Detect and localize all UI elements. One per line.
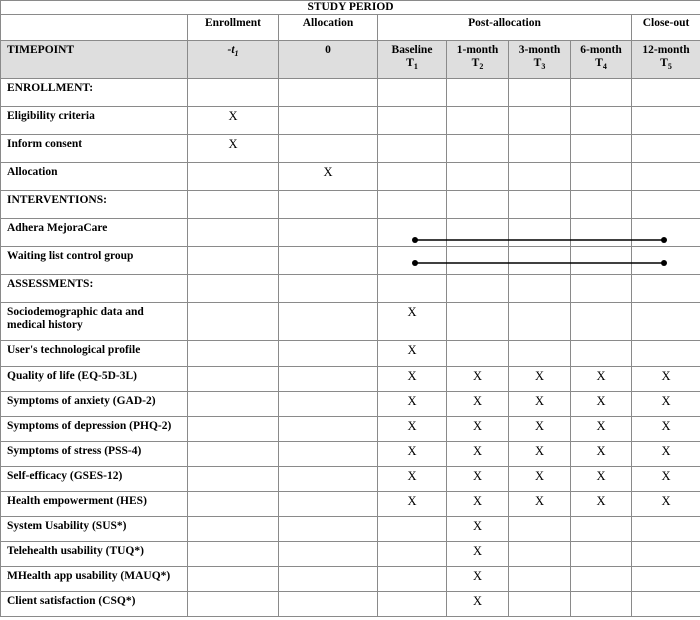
timepoint-t2 (447, 41, 509, 79)
t5-code: T (660, 57, 668, 69)
table-row (1, 492, 700, 517)
row-label: Inform consent (1, 135, 188, 163)
mark-cell: X (188, 107, 279, 135)
t5-subscript: 5 (667, 62, 672, 71)
mark-cell: X (509, 417, 571, 442)
timepoint-enrollment (188, 41, 279, 79)
t5-name: 12-month (642, 44, 690, 56)
table-row (1, 367, 700, 392)
row-label: Telehealth usability (TUQ*) (1, 542, 188, 567)
row-label: Client satisfaction (CSQ*) (1, 592, 188, 617)
timepoint-label: TIMEPOINT (1, 41, 188, 79)
t3-name: 3-month (518, 44, 561, 56)
t4-code: T (595, 57, 603, 69)
timepoint-enrollment-subscript: 1 (234, 49, 239, 58)
row-label: System Usability (SUS*) (1, 517, 188, 542)
section-enrollment: ENROLLMENT: (1, 79, 188, 107)
row-label: User's technological profile (1, 341, 188, 367)
mark-cell: X (378, 442, 447, 467)
mark-cell: X (378, 303, 447, 341)
row-label: Self-efficacy (GSES-12) (1, 467, 188, 492)
timepoint-t1 (378, 41, 447, 79)
mark-cell: X (571, 467, 632, 492)
row-label-line1: Sociodemographic data and (7, 306, 144, 318)
table-row (1, 542, 700, 567)
row-label: Adhera MejoraCare (1, 219, 188, 247)
mark-cell: X (447, 517, 509, 542)
table-row (1, 135, 700, 163)
row-label: Eligibility criteria (1, 107, 188, 135)
mark-cell: X (447, 592, 509, 617)
row-label: Symptoms of depression (PHQ-2) (1, 417, 188, 442)
row-label (1, 303, 188, 341)
mark-cell: X (632, 417, 700, 442)
row-label-line2: medical history (7, 319, 83, 331)
mark-cell: X (279, 163, 378, 191)
mark-cell: X (632, 392, 700, 417)
empty-phase-cell (1, 15, 188, 41)
mark-cell: X (447, 417, 509, 442)
phase-enrollment: Enrollment (188, 15, 279, 41)
mark-cell: X (447, 567, 509, 592)
table-row (1, 567, 700, 592)
row-label: Health empowerment (HES) (1, 492, 188, 517)
table-row (1, 275, 700, 303)
mark-cell: X (571, 417, 632, 442)
t4-name: 6-month (580, 44, 622, 56)
timepoint-t5 (632, 41, 700, 79)
mark-cell: X (447, 392, 509, 417)
row-label: Allocation (1, 163, 188, 191)
phase-post-allocation: Post-allocation (378, 15, 632, 41)
mark-cell: X (632, 442, 700, 467)
table-row (1, 392, 700, 417)
timepoint-enrollment-text: -t (227, 44, 235, 56)
table-row (1, 107, 700, 135)
mark-cell: X (632, 467, 700, 492)
table-row (1, 191, 700, 219)
mark-cell: X (447, 492, 509, 517)
phase-close-out: Close-out (632, 15, 700, 41)
mark-cell: X (509, 392, 571, 417)
timepoint-t4 (571, 41, 632, 79)
mark-cell: X (632, 367, 700, 392)
mark-cell: X (632, 492, 700, 517)
row-label: Waiting list control group (1, 247, 188, 275)
row-label: MHealth app usability (MAUQ*) (1, 567, 188, 592)
mark-cell: X (378, 417, 447, 442)
t2-code: T (471, 57, 480, 69)
t1-code: T (406, 57, 414, 69)
section-interventions: INTERVENTIONS: (1, 191, 188, 219)
t1-name: Baseline (391, 44, 433, 56)
table-row (1, 341, 700, 367)
timepoint-t3 (509, 41, 571, 79)
table-row (1, 417, 700, 442)
mark-cell: X (378, 492, 447, 517)
table-row (1, 219, 700, 247)
mark-cell: X (571, 392, 632, 417)
mark-cell: X (378, 467, 447, 492)
t3-subscript: 3 (541, 62, 546, 71)
table-row (1, 592, 700, 617)
mark-cell: X (188, 135, 279, 163)
mark-cell: X (571, 442, 632, 467)
t2-subscript: 2 (479, 62, 484, 71)
timepoint-allocation: 0 (279, 41, 378, 79)
mark-cell: X (378, 341, 447, 367)
mark-cell: X (509, 442, 571, 467)
t4-subscript: 4 (602, 62, 607, 71)
table-row (1, 303, 700, 341)
section-assessments: ASSESSMENTS: (1, 275, 188, 303)
mark-cell: X (447, 442, 509, 467)
mark-cell: X (447, 542, 509, 567)
mark-cell: X (509, 492, 571, 517)
t1-subscript: 1 (413, 62, 418, 71)
row-label: Quality of life (EQ-5D-3L) (1, 367, 188, 392)
t2-name: 1-month (456, 44, 499, 56)
study-period-header: STUDY PERIOD (1, 1, 700, 15)
table-row (1, 467, 700, 492)
phase-allocation: Allocation (279, 15, 378, 41)
table-row (1, 247, 700, 275)
row-label: Symptoms of stress (PSS-4) (1, 442, 188, 467)
table-row (1, 163, 700, 191)
mark-cell: X (509, 367, 571, 392)
mark-cell: X (509, 467, 571, 492)
table-row (1, 79, 700, 107)
mark-cell: X (571, 492, 632, 517)
row-label: Symptoms of anxiety (GAD-2) (1, 392, 188, 417)
mark-cell: X (378, 367, 447, 392)
mark-cell: X (447, 467, 509, 492)
table-row (1, 517, 700, 542)
table-row (1, 442, 700, 467)
mark-cell: X (378, 392, 447, 417)
t3-code: T (533, 57, 542, 69)
mark-cell: X (571, 367, 632, 392)
mark-cell: X (447, 367, 509, 392)
